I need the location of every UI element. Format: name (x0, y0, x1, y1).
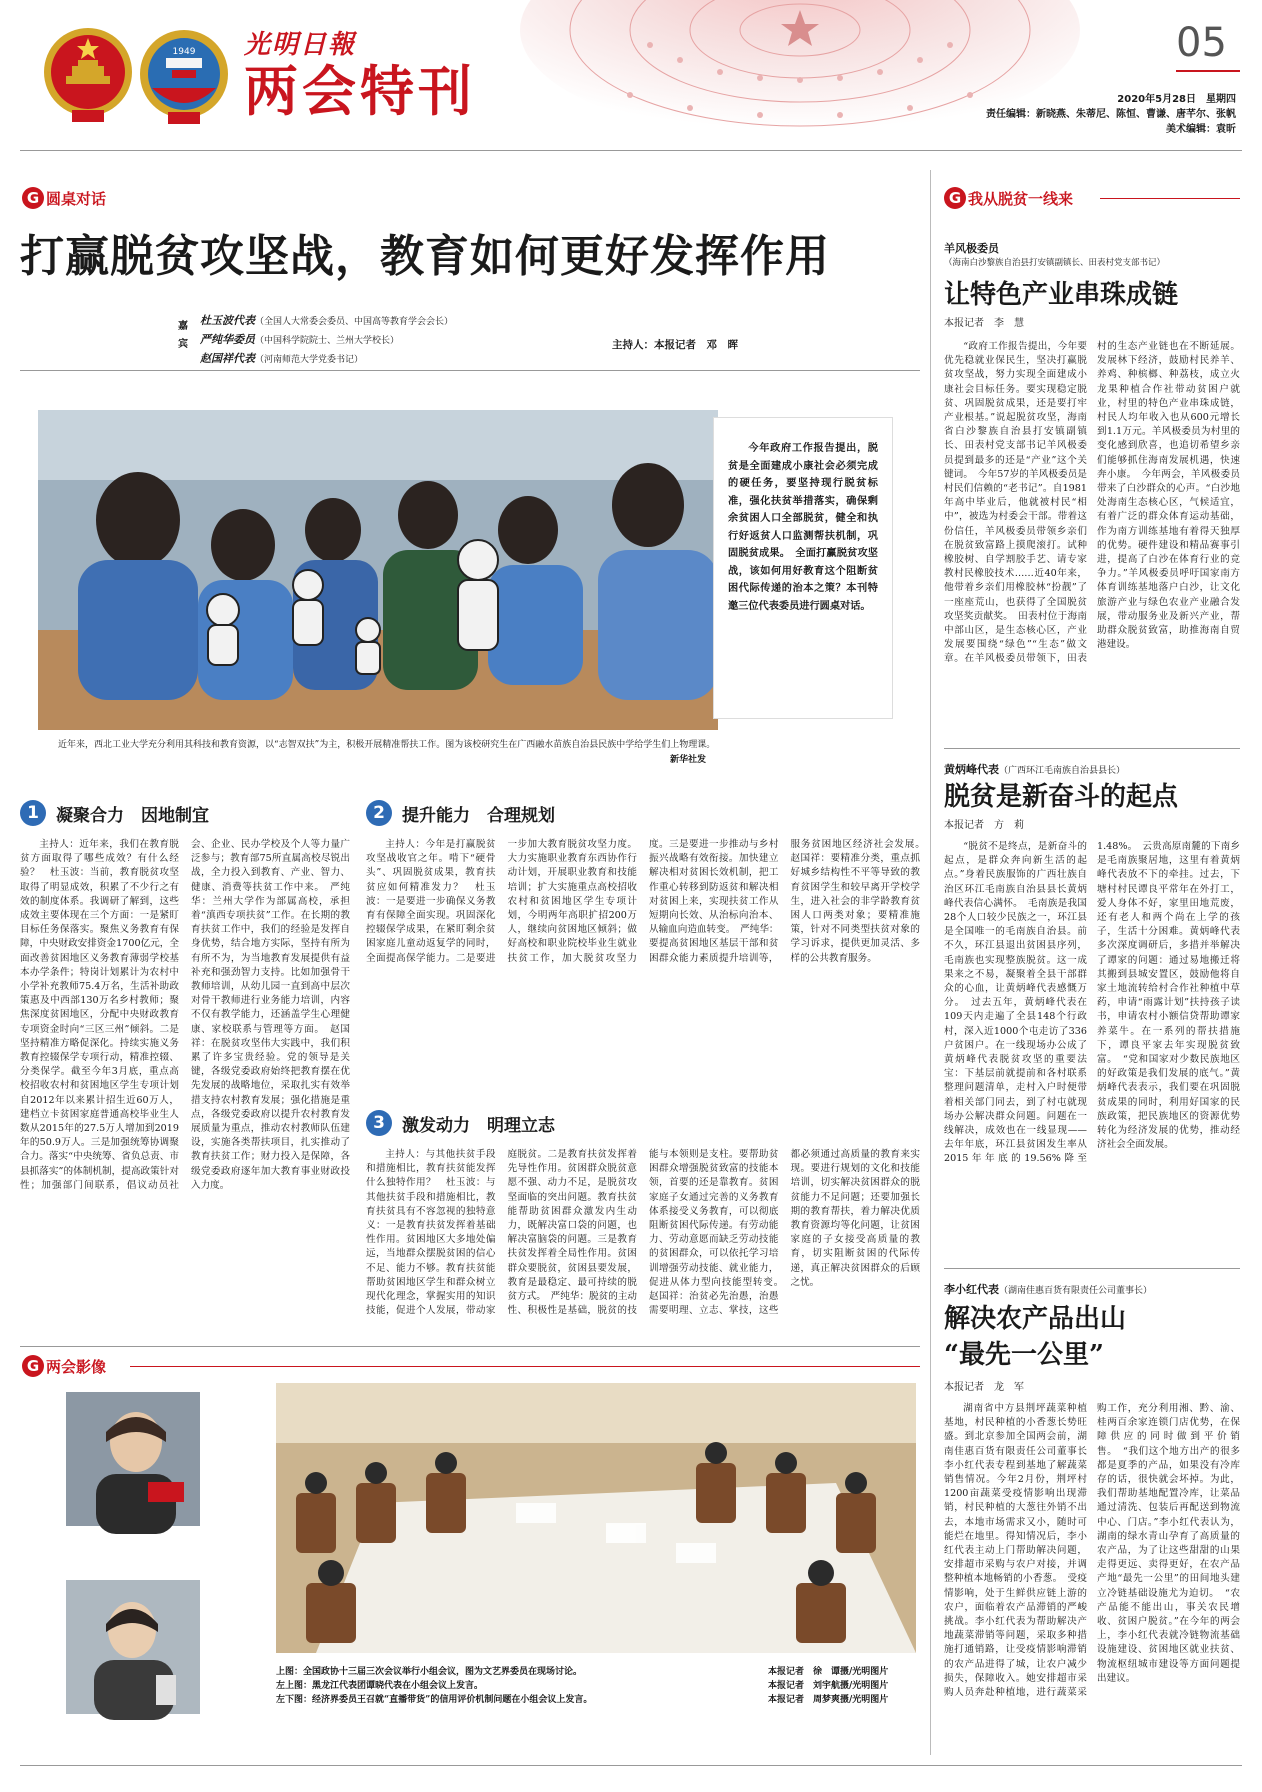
left-bottom-rule (20, 1346, 920, 1347)
newspaper-name: 光明日報 (244, 30, 357, 60)
guest-name: 杜玉波代表 (200, 314, 255, 327)
section-2-title (366, 800, 555, 826)
guest-role: （中国科学院院士、兰州大学校长） (255, 336, 400, 346)
gallery-tag (22, 1355, 106, 1377)
issue-date: 2020年5月28日 星期四 (1117, 94, 1236, 105)
frontline-tag (944, 187, 1073, 209)
story-2-person-role: （广西环江毛南族自治县县长） (999, 766, 1126, 776)
story-1-reporter: 本报记者 李 慧 (944, 318, 1024, 329)
roundtable-tag (22, 187, 106, 209)
gallery-captions (276, 1665, 706, 1707)
section-title-text: 凝聚合力 因地制宜 (56, 805, 209, 826)
story-1-person: 羊风极委员 (944, 242, 999, 255)
section-title-text: 提升能力 合理规划 (402, 805, 555, 826)
gallery-caption: 左下图：经济界委员王召就“直播带货”的信用评价机制问题在小组会议上发言。 (276, 1695, 593, 1705)
story-2-reporter: 本报记者 方 莉 (944, 820, 1024, 831)
masthead-rule (20, 150, 1242, 151)
section-1-body: 主持人：近年来，我们在教育脱贫方面取得了哪些成效？有什么经验？ 杜玉波：当前，教育脱贫攻坚取得了明显成效，积累了不少行之有效的制度体系。我调研了解到，这些成效主要体现在三个方面：一是紧盯目标任务保落实。聚焦义务教育有保障，中央财政安排资金1700亿元，全面改善贫困地区义务教育薄弱学校基本办学条件；特岗计划累计为农村中小学补充教师75.4万名，生活补助政策惠及中西部130万名乡村教师；聚焦深度贫困地区，分配中央财政教育专项资金时向“三区三州”倾斜。二是坚持精准方略促深化。持续实施义务教育控辍保学专项行动，精准控辍、分类保学。截至今年3月底，重点高校招收农村和贫困地区学生专项计划自2012年以来累计招生近60万人，建档立卡贫困家庭普通高校毕业生人数从2015年的27.5万人增加到2019年的50.9万人。三是加强统筹协调聚合力。落实“中央统筹、省负总责、市县抓落实”的体制机制，提高政策针对性；加强部门间联系，倡议动员社会、企业、民办学校及个人等力量广泛参与；教育部75所直属高校尽锐出战，全力投入到教育、产业、智力、健康、消费等扶贫工作中来。 严纯华：兰州大学作为部属高校，承担着“滇西专项扶贫”工作。在长期的教育扶贫工作中，我们的经验是发挥自身优势，结合地方实际，坚持有所为有所不为，为当地教育发展提供有益补充和强劲智力支持。比如加强骨干教师培训，从幼儿园一直到高中层次对骨干教师进行业务能力培训，内容不仅有教学能力，还涵盖学生心理健康、家校联系与管理等方面。 赵国祥：在脱贫攻坚伟大实践中，我们积累了许多宝贵经验。党的领导是关键，各级党委政府始终把教育摆在优先发展的战略地位，采取扎实有效举措支持农村教育发展；强化措施是重点，各级党委政府以提升农村教育发展质量为重点，推动农村教师队伍建设，实施各类帮扶项目，扎实推动了教育扶贫工作；财力投入是保障，各级党委政府逐年加大教育事业财政投入力度。 (20, 839, 350, 1191)
g-logo-icon: G (944, 187, 966, 209)
section-title-text: 激发动力 明理立志 (402, 1115, 555, 1136)
meeting-photo (276, 1383, 916, 1653)
portrait-photo-bottom (66, 1580, 200, 1714)
roundtable-tag-label: 圆桌对话 (46, 189, 107, 208)
page-number-rule (1176, 70, 1240, 72)
story-3-headline-line2: “最先一公里” (944, 1340, 1104, 1370)
delegate-portrait-illustration (66, 1580, 200, 1714)
section-number-icon: 1 (20, 800, 46, 826)
gallery-tag-rule (130, 1366, 920, 1367)
section-3-body: 主持人：与其他扶贫手段和措施相比，教育扶贫能发挥什么独特作用？ 杜玉波：与其他扶贫手段和措施相比，教育扶贫具有不容忽视的独特意义：一是教育扶贫发挥着基础性作用。贫困地区大多地处偏远，当地群众摆脱贫困的信心不足、能力不够。教育扶贫能帮助贫困地区学生和群众树立现代化理念，掌握实用的知识技能，促进个人发展，带动家庭脱贫。二是教育扶贫发挥着先导性作用。贫困群众脱贫意愿不强、动力不足，是脱贫攻坚面临的突出问题。教育扶贫能帮助贫困群众激发内生动力，既解决富口袋的问题，也解决富脑袋的问题。三是教育扶贫发挥着全局性作用。贫困群众要脱贫，贫困县要发展，教育是最稳定、最可持续的脱贫方式。 严纯华：脱贫的主动性、积极性是基础，脱贫的技能与本领则是支柱。要帮助贫困群众增强脱贫致富的技能本领，首要的还是靠教育。贫困家庭子女通过完善的义务教育体系接受义务教育，可以彻底阻断贫困代际传递。有劳动能力、劳动意愿而缺乏劳动技能的贫困群众，可以依托学习培训增强劳动技能、就业能力，促进从体力型向技能型转变。 赵国祥：治贫必先治愚，治愚需要明理、立志、掌技，这些都必须通过高质量的教育来实现。要进行规划的文化和技能培训，切实解决贫困群众的脱贫能力不足问题；还要加强长期的教育帮扶，着力解决优质教育资源均等化问题，让贫困家庭的子女接受高质量的教育，切实阻断贫困的代际传递，真正解决贫困群众的后顾之忧。 (366, 1149, 920, 1317)
story-3-body: 湖南省中方县荆坪蔬菜种植基地，村民种植的小香葱长势旺盛。到北京参加全国两会前，湖南佳惠百货有限责任公司董事长李小红代表专程到基地了解蔬菜销售情况。今年2月份，荆坪村1200亩蔬菜受疫情影响出现滞销，村民种植的大葱往外销不出去，本地市场需求又小，随时可能烂在地里。得知情况后，李小红代表主动上门帮助解决问题，安排超市采购与农户对接，并调整种植本地畅销的小香葱。 受疫情影响，处于生鲜供应链上游的农户，面临着农产品滞销的严峻挑战。李小红代表为帮助解决产地蔬菜滞销等问题，采取多种措施打通销路，让受疫情影响滞销的农产品进得了城，让农户减少损失，保障收入。她安排超市采购人员奔赴种植地，进行蔬菜采购工作，充分利用湘、黔、渝、桂两百余家连锁门店优势，在保障供应的同时做到平价销售。 “我们这个地方出产的很多都是夏季的产品，如果没有冷库存的话，很快就会坏掉。为此，我们帮助基地配置冷库，让菜品通过清洗、包装后再配送到物流中心、门店。”李小红代表认为，湖南的绿水青山孕育了高质量的农产品，为了让这些甜甜的山果走得更远、卖得更好，在农产品产地“最先一公里”的田间地头建立冷链基础设施尤为迫切。 “农产品能不能出山，事关农民增收、贫困户脱贫。”在今年的两会上，李小红代表就冷链物流基础设施建设、贫困地区就业扶贫、物流枢纽城市建设等方面问题提出建议。 (944, 1403, 1240, 1699)
masthead (0, 0, 1262, 150)
gallery-caption: 上图：全国政协十三届三次会议举行小组会议，图为文艺界委员在现场讨论。 (276, 1667, 583, 1677)
guests-label: 嘉宾 (178, 321, 188, 350)
story-1-headline: 让特色产业串珠成链 (944, 280, 1179, 310)
gallery-credit: 本报记者 徐 谭摄/光明图片 (768, 1667, 889, 1677)
roundtable-headline: 打赢脱贫攻坚战，教育如何更好发挥作用 (20, 231, 830, 282)
story-2-headline: 脱贫是新奋斗的起点 (944, 782, 1179, 812)
story-3-person-line (944, 1278, 1152, 1297)
gallery-credit: 本报记者 周梦爽摄/光明图片 (768, 1695, 889, 1705)
story-1-body: “政府工作报告提出，今年要优先稳就业保民生，坚决打赢脱贫攻坚战，努力实现全面建成小康社会目标任务。要实现稳定脱贫、巩固脱贫成果，还是要打牢产业根基。”说起脱贫攻坚，海南省白沙黎族自治县打安镇副镇长、田表村党支部书记羊风极委员提到最多的还是“产业”这个关键词。 今年57岁的羊风极委员是村民们信赖的“老书记”。自1981年高中毕业后，他就被村民“相中”，被选为村委会干部。带着这份信任，羊风极委员带领乡亲们在脱贫致富路上摸爬滚打。试种橡胶树、自学割胶手艺、请专家教村民橡胶技术……近40年来，他带着乡亲们用橡胶林“扮靓”了一座座荒山，也获得了全国脱贫攻坚奖贡献奖。 田表村位于海南中部山区，是生态核心区，产业发展要围绕“绿色”“生态”做文章。在羊风极委员带领下，田表村的生态产业链也在不断延展。发展林下经济，鼓励村民养羊、养鸡、种槟榔、种荔枝，成立火龙果种植合作社带动贫困户就业，村里的特色产业串珠成链，村民人均年收入也从600元增长到1.1万元。羊风极委员为村里的变化感到欣喜，也追切希望乡亲们能够抓住海南发展机遇，快速奔小康。 今年两会，羊风极委员带来了白沙群众的心声。“白沙地处海南生态核心区，气候适宜，有着广泛的群众体育运动基础，作为南方训练基地有着得天独厚的优势。硬件建设和精品赛事引进，提高了白沙在体育行业的竞争力。”羊风极委员呼吁国家南方体育训练基地落户白沙，让文化旅游产业与绿色农业产业融合发展，带动服务业及新兴产业，帮助群众脱贫致富，助推海南自贸港建设。 (944, 341, 1240, 665)
delegate-portrait-illustration (66, 1392, 200, 1526)
section-3-title (366, 1110, 555, 1136)
guest-item (200, 312, 600, 331)
classroom-robot-photo (38, 410, 718, 730)
guest-name: 赵国祥代表 (200, 352, 255, 365)
host-line: 主持人：本报记者 邓 晖 (612, 339, 738, 351)
guest-name: 严纯华委员 (200, 333, 255, 346)
photo-caption-text: 近年来，西北工业大学充分利用其科技和教育资源，以“志智双扶”为主，积极开展精准帮扶工作。图为该校研究生在广西融水苗族自治县民族中学给学生们上物理课。 (58, 740, 716, 750)
story-2-body: “脱贫不是终点，是新奋斗的起点，是群众奔向新生活的起点。”身着民族服饰的广西壮族自治区环江毛南族自治县县长黄炳峰代表信心满怀。 毛南族是我国28个人口较少民族之一，环江县是全国唯一的毛南族自治县。前不久，环江县退出贫困县序列，毛南族也实现整族脱贫。这一成果来之不易，凝聚着全县干部群众的心血，让黄炳峰代表感慨万分。 过去五年，黄炳峰代表在109天内走遍了全县148个行政村，深入近1000个屯走访了336户贫困户。在一线现场办公成了黄炳峰代表脱贫攻坚的重要法宝：下基层前就提前和各村联系整理问题清单，走村入户时便带着相关部门同去，到了村屯就现场办公解决群众问题。问题在一线解决，成效也在一线显现——去年年底，环江县贫困发生率从2015年年底的19.56%降至1.48%。 云贵高原南麓的下南乡是毛南族聚居地，这里有着黄炳峰代表放不下的牵挂。过去，下塘村村民谭良平常年在外打工，爱人身体不好，家里田地荒废，还有老人和两个尚在上学的孩子，生活十分困难。黄炳峰代表多次深度调研后，多措并举解决了谭家的问题：通过易地搬迁将其搬到县城安置区，鼓励他将自家土地流转给村合作社种植中草药，申请“雨露计划”扶持孩子读书，申请农村小额信贷帮助谭家养菜牛。在一系列的帮扶措施下，谭良平家去年实现脱贫致富。 “党和国家对少数民族地区的好政策是我们发展的底气。”黄炳峰代表表示，我们要在巩固脱贫成果的同时，利用好国家的民族政策，把民族地区的资源优势转化为经济发展的优势，推动经济社会全面发展。 (944, 841, 1240, 1165)
story-1-person-role: （海南白沙黎族自治县打安镇副镇长、田表村党支部书记） (944, 258, 1166, 268)
gallery-caption: 左上图：黑龙江代表团谭晓代表在小组会议上发言。 (276, 1681, 484, 1691)
guest-item (200, 350, 600, 369)
photo-caption (58, 738, 718, 768)
frontline-tag-rule (1100, 198, 1240, 199)
guest-role: （河南师范大学党委书记） (255, 355, 364, 365)
photo-credit: 新华社发 (670, 755, 707, 765)
svg-text:1949: 1949 (172, 47, 196, 57)
intro-text: 今年政府工作报告提出，脱贫是全面建成小康社会必须完成的硬任务，要坚持现行脱贫标准，强化扶贫举措落实，确保剩余贫困人口全部脱贫，健全和执行好返贫人口监测帮扶机制，巩固脱贫成果。 全面打赢脱贫攻坚战，该如何用好教育这个阻断贫困代际传递的治本之策？本刊特邀三位代表委员进行圆桌对话。 (728, 442, 878, 612)
gallery-credits (768, 1665, 918, 1707)
gallery-credit: 本报记者 刘宇航摄/光明图片 (768, 1681, 889, 1691)
story-1-rule (944, 748, 1240, 749)
national-emblem-logo (42, 26, 134, 124)
page-bottom-rule (20, 1765, 1242, 1766)
guests-rule (20, 370, 920, 371)
guests-list (200, 312, 600, 369)
g-logo-icon: G (22, 1355, 44, 1377)
guest-role: （全国人大常委会委员、中国高等教育学会会长） (255, 317, 454, 327)
page-number: 05 (1176, 20, 1227, 66)
guest-item (200, 331, 600, 350)
section-2-body: 主持人：今年是打赢脱贫攻坚战收官之年。啃下“硬骨头”、巩固脱贫成果，教育扶贫应如何精准发力？ 杜玉波：一是要进一步确保义务教育有保障全面实现。巩固深化控辍保学成果，在紧盯剩余贫困家庭儿童动返复学的同时，全面提高保学能力。二是要进一步加大教育脱贫攻坚力度。大力实施职业教育东西协作行动计划，开展职业教育和技能培训；扩大实施重点高校招收农村和贫困地区学生专项计划，今明两年高职扩招200万人，继续向贫困地区倾斜；做好高校和职业院校毕业生就业扶贫工作，加大脱贫攻坚力度。三是要进一步推动与乡村振兴战略有效衔接。加快建立解决相对贫困长效机制，把工作重心转移到防返贫和解决相对贫困上来，实现扶贫工作从短期向长效、从治标向治本、从输血向造血转变。 严纯华：要提高贫困地区基层干部和贫困群众能力素质提升培训等，服务贫困地区经济社会发展。 赵国祥：要精准分类，重点抓好城乡结构性不平等导致的教育贫困学生和较早离开学校学生，进入社会的非学龄教育贫困人口两类对象；要精准施策，针对不同类型扶贫对象的学习诉求，提供更加灵活、多样的公共教育服务。 (366, 839, 930, 964)
story-2-rule (944, 1268, 1240, 1269)
intro-box (714, 418, 892, 718)
special-edition-title: 两会特刊 (244, 60, 476, 123)
responsible-editors: 责任编辑：新晓燕、朱蒂尼、陈恒、曹谦、唐芊尔、张帆 (986, 109, 1236, 120)
classroom-robot-illustration (38, 410, 718, 730)
story-3-person: 李小红代表 (944, 1283, 999, 1296)
story-2-person-line (944, 758, 1125, 777)
cppcc-emblem-logo (138, 28, 230, 126)
frontline-tag-label: 我从脱贫一线来 (968, 189, 1074, 208)
section-number-icon: 2 (366, 800, 392, 826)
portrait-photo-top (66, 1392, 200, 1526)
gallery-tag-label: 两会影像 (46, 1357, 107, 1376)
meeting-room-illustration (276, 1383, 916, 1653)
section-number-icon: 3 (366, 1110, 392, 1136)
g-logo-icon: G (22, 187, 44, 209)
column-divider (930, 170, 931, 1755)
story-2-person: 黄炳峰代表 (944, 763, 999, 776)
story-3-headline-line1: 解决农产品出山 (944, 1304, 1127, 1334)
section-1-title (20, 800, 209, 826)
art-editor: 美术编辑：袁昕 (1166, 124, 1236, 135)
story-3-person-role: （湖南佳惠百货有限责任公司董事长） (999, 1286, 1153, 1296)
story-3-reporter: 本报记者 龙 军 (944, 1382, 1024, 1393)
